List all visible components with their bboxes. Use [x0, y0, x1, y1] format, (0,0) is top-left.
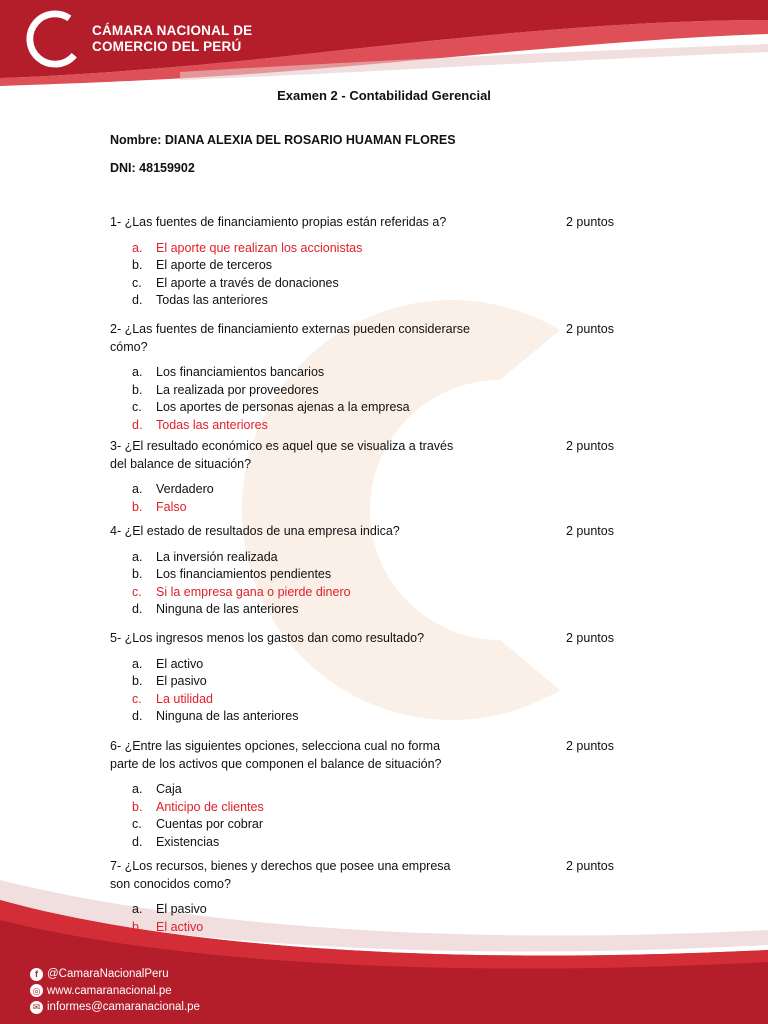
option: b. El pasivo [132, 674, 207, 688]
org-name [92, 23, 252, 55]
question-points: 2 puntos [566, 322, 614, 336]
footer-contacts [30, 966, 200, 1016]
camara-logo-icon [26, 10, 84, 68]
question-text: 6- ¿Entre las siguientes opciones, selecciona cual no forma parte de los activos que componen el balance de situación? [110, 739, 442, 771]
question-points: 2 puntos [566, 739, 614, 753]
question-text: 1- ¿Las fuentes de financiamiento propias están referidas a? [110, 215, 447, 229]
question-text: 4- ¿El estado de resultados de una empresa indica? [110, 524, 400, 538]
option-list [132, 549, 630, 619]
option-list [132, 781, 630, 851]
footer-email[interactable] [30, 999, 200, 1016]
option: d. Ninguna de las anteriores [132, 602, 299, 616]
question-7 [110, 858, 630, 936]
question-points: 2 puntos [566, 859, 614, 873]
option: c. Los aportes de personas ajenas a la empresa [132, 400, 410, 414]
mail-icon: ✉ [30, 1001, 43, 1014]
question-text: 5- ¿Los ingresos menos los gastos dan como resultado? [110, 631, 425, 645]
option: b. El aporte de terceros [132, 258, 273, 272]
question-2 [110, 321, 630, 434]
question-3 [110, 438, 630, 516]
question-points: 2 puntos [566, 524, 614, 538]
option: c. Cuentas por cobrar [132, 817, 264, 831]
option: a. Caja [132, 782, 182, 796]
option-correct: b. Anticipo de clientes [132, 799, 264, 814]
facebook-icon: f [30, 968, 43, 981]
org-name-line2: COMERCIO DEL PERÚ [92, 39, 242, 54]
option-list [132, 481, 630, 516]
question-6 [110, 738, 630, 851]
question-4 [110, 523, 630, 619]
question-points: 2 puntos [566, 439, 614, 453]
option: d. Existencias [132, 834, 220, 849]
option-list [132, 240, 630, 310]
option: c. El aporte a través de donaciones [132, 275, 339, 290]
footer-web[interactable] [30, 983, 200, 1000]
question-5 [110, 630, 630, 726]
option-correct: b. El activo [132, 919, 204, 934]
website-link: www.camaranacional.pe [47, 984, 172, 997]
option: a. Verdadero [132, 482, 214, 496]
option-correct: a. El aporte que realizan los accionistas [132, 240, 363, 255]
student-name: Nombre: DIANA ALEXIA DEL ROSARIO HUAMAN FLORES [110, 133, 456, 147]
option-list [132, 364, 630, 434]
org-name-line1: CÁMARA NACIONAL DE [92, 23, 253, 38]
option-correct: d. Todas las anteriores [132, 417, 268, 432]
option-correct: c. Si la empresa gana o pierde dinero [132, 584, 351, 599]
option: a. El pasivo [132, 902, 207, 916]
option-correct: c. La utilidad [132, 691, 213, 706]
option: a. El activo [132, 656, 204, 671]
option: a. La inversión realizada [132, 549, 278, 564]
globe-icon: ◎ [30, 984, 43, 997]
option: a. Los financiamientos bancarios [132, 365, 325, 379]
option: d. Todas las anteriores [132, 293, 268, 307]
facebook-handle: @CamaraNacionalPeru [47, 968, 169, 980]
question-points: 2 puntos [566, 631, 614, 645]
question-text: 2- ¿Las fuentes de financiamiento externas pueden considerarse cómo? [110, 322, 470, 354]
option-correct: b. Falso [132, 499, 187, 514]
option: d. Ninguna de las anteriores [132, 709, 299, 723]
org-logo [26, 10, 252, 68]
question-points: 2 puntos [566, 215, 614, 229]
question-1 [110, 214, 630, 310]
exam-title: Examen 2 - Contabilidad Gerencial [277, 88, 491, 103]
option-list [132, 901, 630, 936]
email-link: informes@camaranacional.pe [47, 1001, 200, 1013]
option-list [132, 656, 630, 726]
question-text: 7- ¿Los recursos, bienes y derechos que posee una empresa son conocidos como? [110, 859, 451, 891]
question-text: 3- ¿El resultado económico es aquel que se visualiza a través del balance de situación? [110, 439, 454, 471]
student-dni: DNI: 48159902 [110, 161, 195, 175]
footer-facebook[interactable] [30, 966, 200, 983]
option: b. La realizada por proveedores [132, 382, 319, 397]
option: b. Los financiamientos pendientes [132, 567, 332, 581]
